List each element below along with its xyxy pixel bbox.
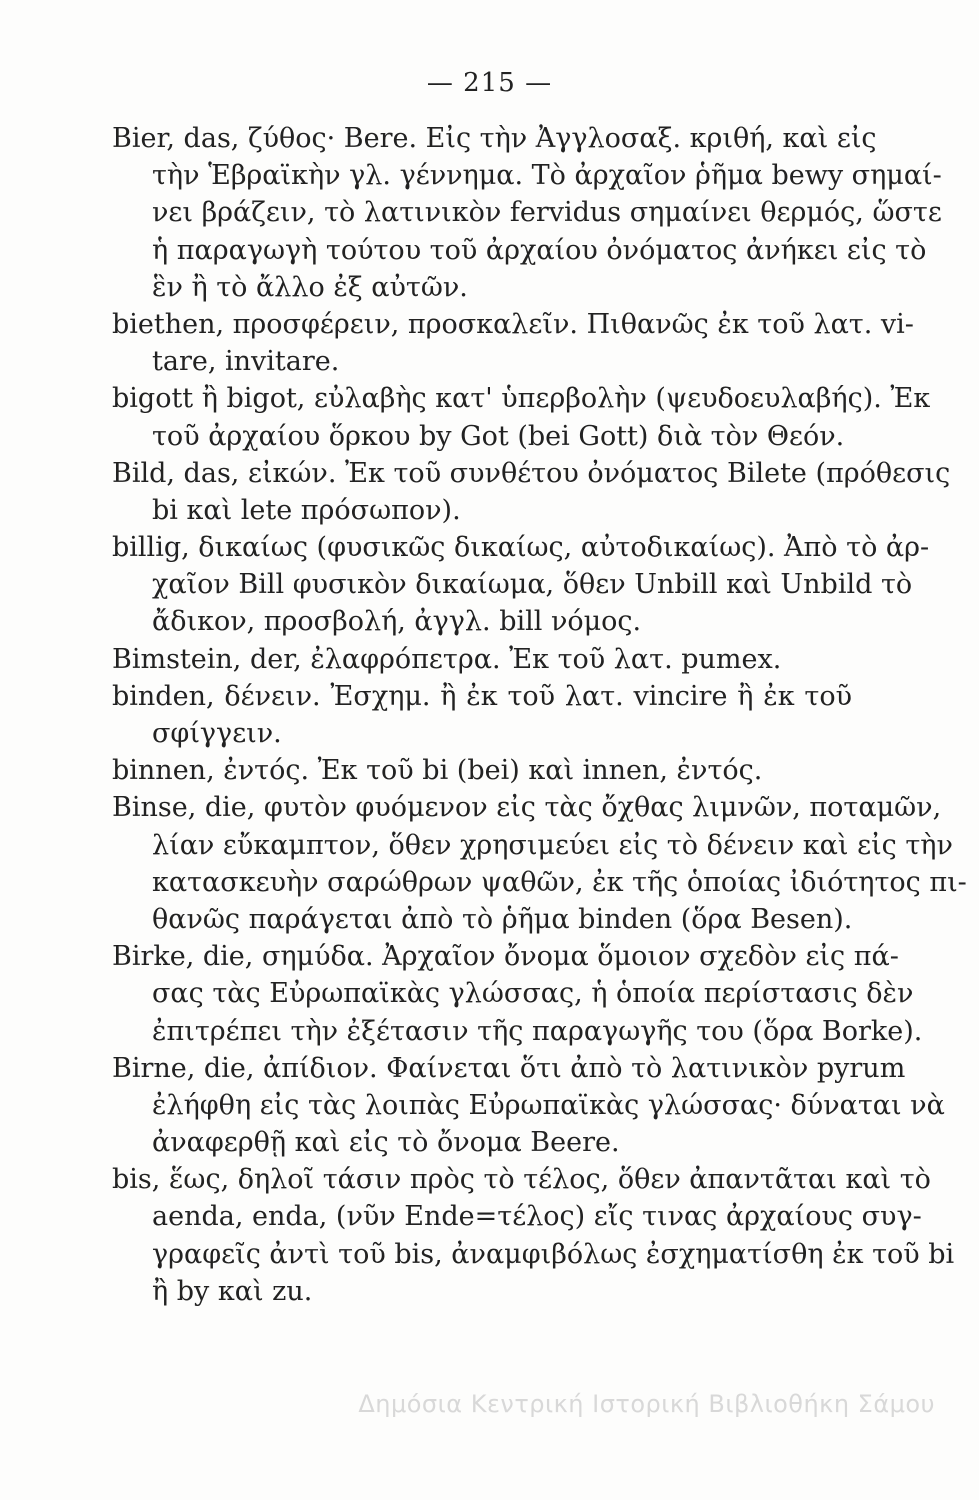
text-line: Birke, die, σημύδα. Ἀρχαῖον ὄνομα ὅμοιον σχεδὸν εἰς πά- bbox=[112, 941, 899, 973]
text-line: νει βράζειν, τὸ λατινικὸν fervidus σημαίνει θερμός, ὥστε bbox=[152, 197, 942, 229]
text-line: λίαν εὔκαμπτον, ὅθεν χρησιμεύει εἰς τὸ δένειν καὶ εἰς τὴν bbox=[152, 829, 953, 861]
text-line: Birne, die, ἀπίδιον. Φαίνεται ὅτι ἀπὸ τὸ λατινικὸν pyrum bbox=[112, 1052, 906, 1084]
library-watermark: Δημόσια Κεντρική Ιστορική Βιβλιοθήκη Σάμου bbox=[358, 1390, 935, 1418]
text-line: ἐλήφθη εἰς τὰς λοιπὰς Εὐρωπαϊκὰς γλώσσας· δύναται νὰ bbox=[152, 1089, 945, 1121]
text-line: ἀναφερθῇ καὶ εἰς τὸ ὄνομα Beere. bbox=[152, 1127, 620, 1159]
text-line: χαῖον Bill φυσικὸν δικαίωμα, ὅθεν Unbill καὶ Unbild τὸ bbox=[152, 569, 913, 601]
text-line: Bild, das, εἰκών. Ἐκ τοῦ συνθέτου ὀνόματος Bilete (πρόθεσις bbox=[112, 457, 951, 489]
dictionary-entries bbox=[112, 120, 967, 1310]
text-line: billig, δικαίως (φυσικῶς δικαίως, αὐτοδικαίως). Ἀπὸ τὸ ἀρ- bbox=[112, 532, 930, 564]
text-line: τὴν Ἑβραϊκὴν γλ. γέννημα. Τὸ ἀρχαῖον ῥῆμα bewy σημαί- bbox=[152, 160, 942, 192]
text-line: ἄδικον, προσβολή, ἀγγλ. bill νόμος. bbox=[152, 606, 642, 638]
text-line: τοῦ ἀρχαίου ὅρκου by Got (bei Gott) διὰ τὸν Θεόν. bbox=[152, 420, 845, 452]
text-line: σας τὰς Εὐρωπαϊκὰς γλώσσας, ἡ ὁποία περίστασις δὲν bbox=[152, 978, 914, 1010]
text-line: Bier, das, ζύθος· Bere. Εἰς τὴν Ἀγγλοσαξ. κριθή, καὶ εἰς bbox=[112, 123, 877, 154]
text-line: binden, δένειν. Ἐσχημ. ἢ ἐκ τοῦ λατ. vincire ἢ ἐκ τοῦ bbox=[112, 680, 852, 712]
text-line: aenda, enda, (νῦν Ende=τέλος) εἴς τινας ἀρχαίους συγ- bbox=[152, 1201, 922, 1233]
text-line: bi καὶ lete πρόσωπον). bbox=[152, 494, 461, 526]
text-line: bis, ἕως, δηλοῖ τάσιν πρὸς τὸ τέλος, ὅθεν ἀπαντᾶται καὶ τὸ bbox=[112, 1164, 931, 1196]
text-line: θανῶς παράγεται ἀπὸ τὸ ῥῆμα binden (ὅρα Besen). bbox=[152, 903, 853, 935]
text-line: bigott ἢ bigot, εὐλαβὴς κατ' ὑπερβολὴν (ψευδοευλαβής). Ἐκ bbox=[112, 383, 931, 415]
text-line: ἐπιτρέπει τὴν ἐξέτασιν τῆς παραγωγῆς του (ὅρα Borke). bbox=[152, 1015, 923, 1047]
text-line: biethen, προσφέρειν, προσκαλεῖν. Πιθανῶς ἐκ τοῦ λατ. vi- bbox=[112, 308, 914, 340]
page-number: — 215 — bbox=[426, 68, 553, 98]
text-line: binnen, ἐντός. Ἐκ τοῦ bi (bei) καὶ innen, ἐντός. bbox=[112, 755, 763, 787]
text-line: κατασκευὴν σαρώθρων ψαθῶν, ἐκ τῆς ὁποίας ἰδιότητος πι- bbox=[152, 866, 967, 898]
text-line: ἡ παραγωγὴ τούτου τοῦ ἀρχαίου ὀνόματος ἀνήκει εἰς τὸ bbox=[152, 234, 927, 266]
text-line: Binse, die, φυτὸν φυόμενον εἰς τὰς ὄχθας λιμνῶν, ποταμῶν, bbox=[112, 792, 942, 824]
text-line: σφίγγειν. bbox=[152, 718, 282, 749]
text-line: ἢ by καὶ zu. bbox=[152, 1275, 313, 1307]
text-line: γραφεῖς ἀντὶ τοῦ bis, ἀναμφιβόλως ἐσχηματίσθη ἐκ τοῦ bi bbox=[152, 1238, 955, 1270]
text-line: tare, invitare. bbox=[152, 346, 340, 378]
text-line: ἓν ἢ τὸ ἄλλο ἐξ αὐτῶν. bbox=[152, 271, 468, 303]
text-line: Bimstein, der, ἐλαφρόπετρα. Ἐκ τοῦ λατ. pumex. bbox=[112, 643, 782, 675]
